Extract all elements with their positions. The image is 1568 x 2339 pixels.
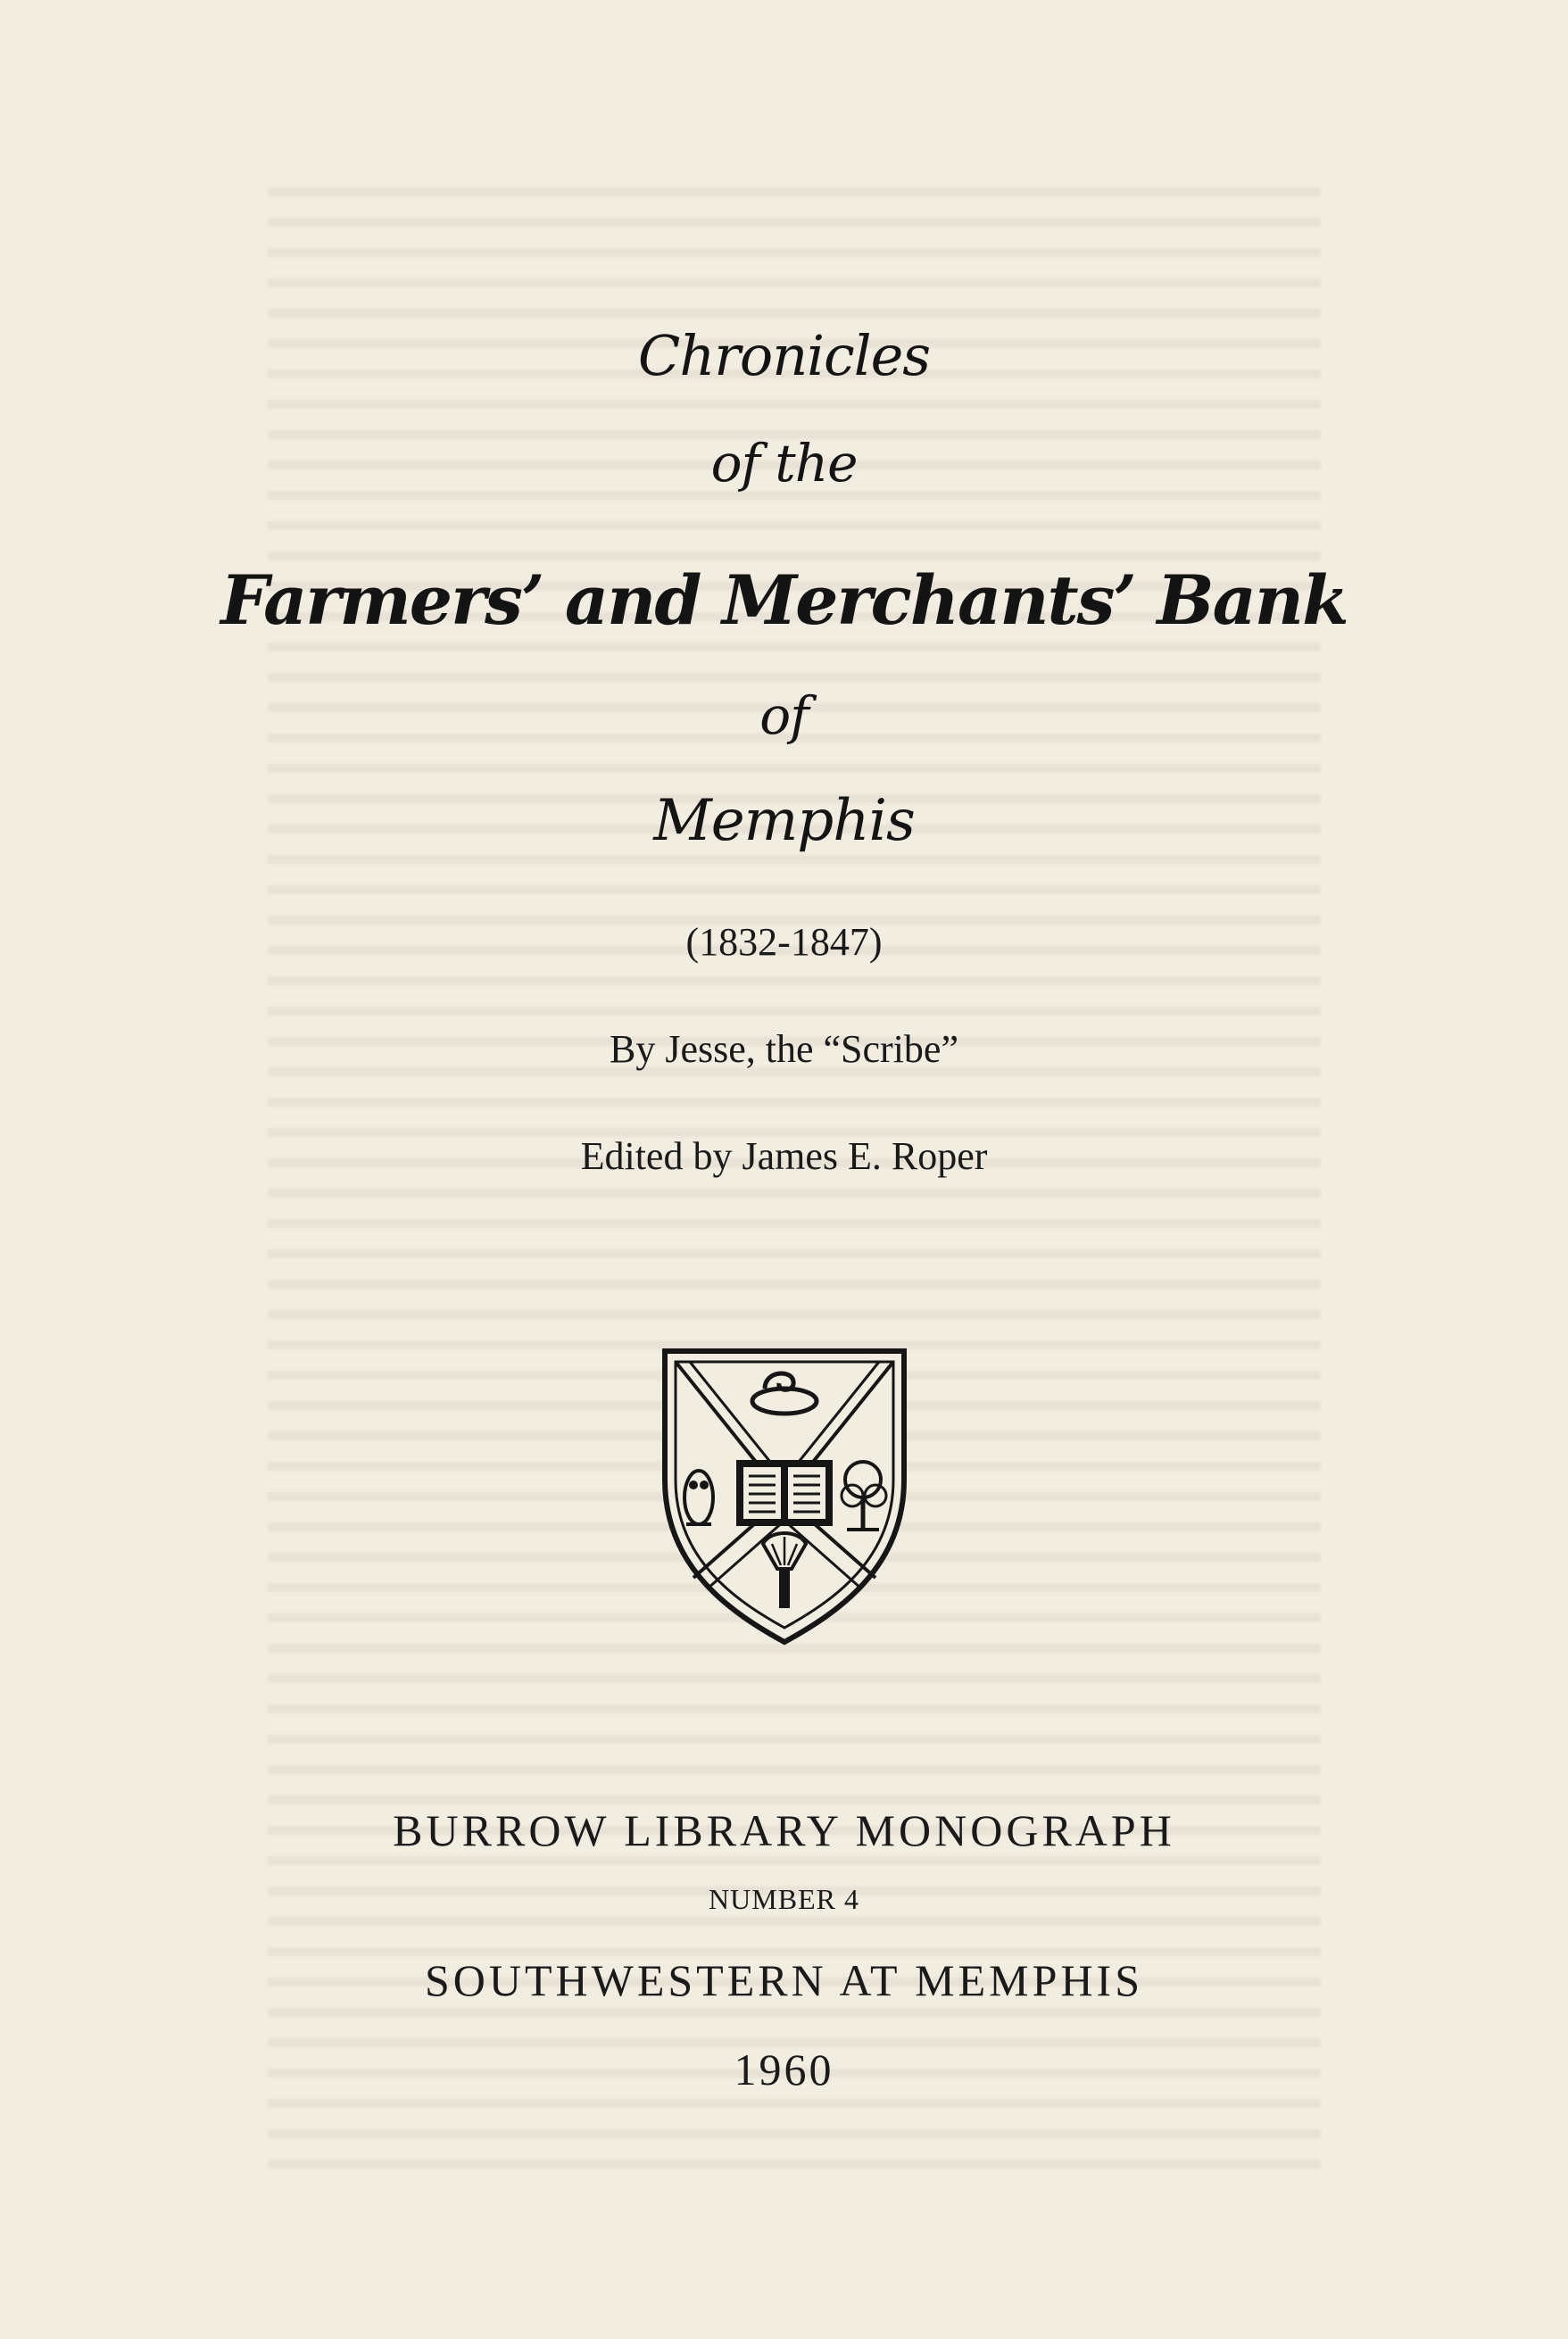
series-title: BURROW LIBRARY MONOGRAPH bbox=[393, 1805, 1175, 1855]
publisher-name: SOUTHWESTERN AT MEMPHIS bbox=[424, 1955, 1144, 2005]
editor-credit: Edited by James E. Roper bbox=[580, 1134, 988, 1178]
library-crest-icon bbox=[658, 1346, 911, 1647]
series-number: NUMBER 4 bbox=[709, 1883, 859, 1915]
title-line-of: of bbox=[759, 685, 809, 746]
title-line-of-the: of the bbox=[710, 433, 858, 494]
date-range: (1832-1847) bbox=[685, 920, 883, 964]
author-byline: By Jesse, the “Scribe” bbox=[610, 1027, 958, 1071]
title-line-bank-name: Farmers’ and Merchants’ Bank bbox=[220, 560, 1348, 640]
title-line-chronicles: Chronicles bbox=[637, 323, 931, 388]
title-line-memphis: Memphis bbox=[653, 788, 915, 854]
publication-year: 1960 bbox=[734, 2045, 834, 2094]
